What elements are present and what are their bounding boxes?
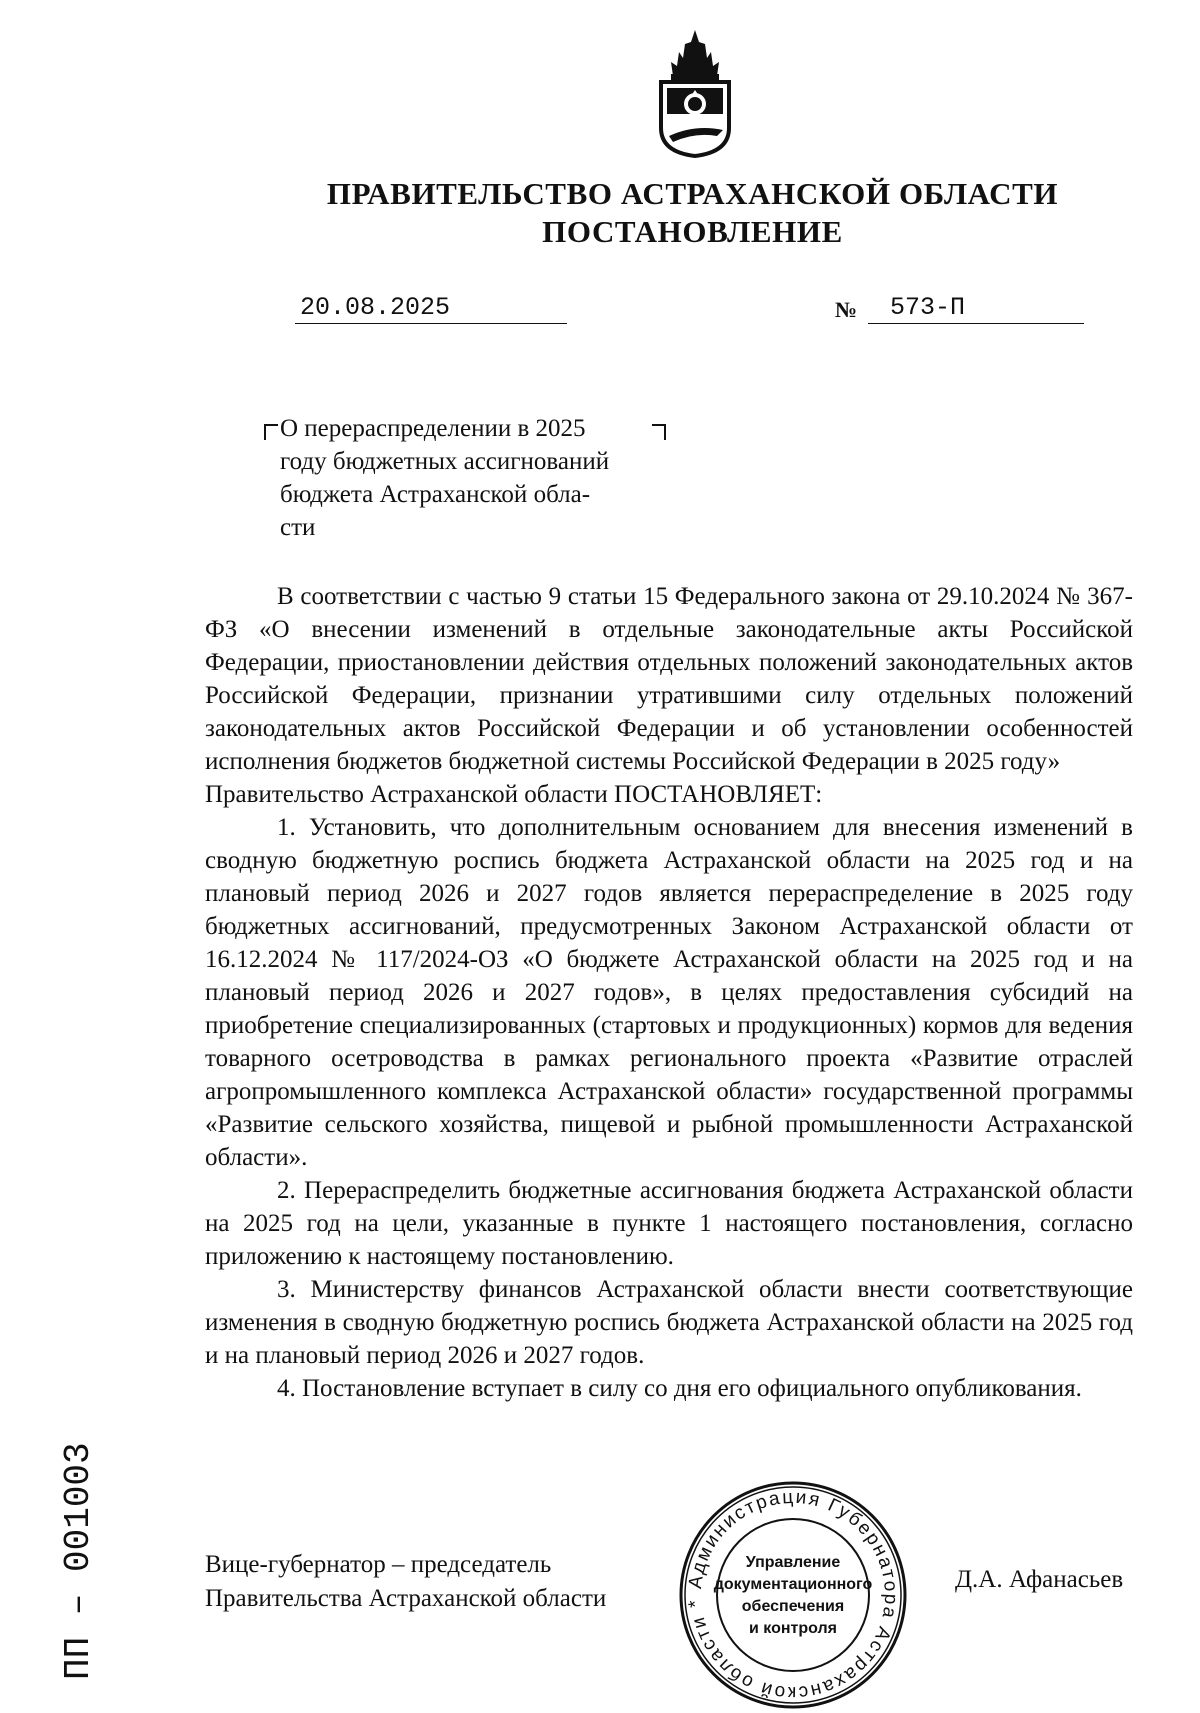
- subject-line: сти: [280, 514, 316, 541]
- side-code-text: ПП – 001003: [58, 1442, 99, 1680]
- document-body: [205, 580, 1133, 1405]
- signatory-name: Д.А. Афанасьев: [955, 1566, 1124, 1593]
- subject-line: О перераспределении в 2025: [280, 415, 586, 442]
- org-title: ПРАВИТЕЛЬСТВО АСТРАХАНСКОЙ ОБЛАСТИ: [326, 176, 1059, 211]
- signatory-position-line: Правительства Астраханской области: [205, 1585, 607, 1612]
- subject-line: году бюджетных ассигнований: [280, 448, 610, 475]
- document-subject: [280, 412, 642, 544]
- subject-corner-right: [652, 424, 666, 440]
- stamp-center-line: документационного: [713, 1576, 873, 1593]
- stamp-center-line: обеспечения: [741, 1598, 845, 1615]
- official-stamp: [676, 1478, 910, 1712]
- side-registration-code: [30, 1375, 110, 1685]
- stamp-ring-text: Администрация Губернатора Астраханской области *: [684, 1486, 902, 1704]
- subject-line: бюджета Астраханской обла-: [280, 481, 591, 508]
- resolves-paragraph: Правительство Астраханской области ПОСТАНОВЛЯЕТ:: [205, 781, 823, 808]
- document-date: 20.08.2025: [300, 293, 451, 322]
- coat-of-arms-icon: [655, 28, 735, 158]
- stamp-center-line: и контроля: [749, 1620, 837, 1637]
- clause-2: 2. Перераспределить бюджетные ассигнования бюджета Астраханской области на 2025 год на цели, указанные в пункте 1 настоящего постановления, согласно приложению к настоящему постановлению.: [205, 1177, 1133, 1270]
- number-sign: №: [835, 297, 858, 322]
- clause-4: 4. Постановление вступает в силу со дня его официального опубликования.: [277, 1375, 1082, 1402]
- subject-corner-left: [264, 424, 278, 440]
- document-number: 573-П: [890, 293, 966, 322]
- clause-3: 3. Министерству финансов Астраханской области внести соответствующие изменения в сводную бюджетную роспись бюджета Астраханской области на 2025 год и на плановый период 2026 и 2027 годов.: [205, 1276, 1133, 1369]
- signatory-position: [205, 1548, 606, 1616]
- preamble-paragraph: В соответствии с частью 9 статьи 15 Федерального закона от 29.10.2024 № 367-ФЗ «О внесении изменений в отдельные законодательные акты Российской Федерации, приостановлении действия отдельных положений законодательных актов Российской Федерации, признании утратившими силу отдельных положений законодательных актов Российской Федерации и об установлении особенностей исполнения бюджетов бюджетной системы Российской Федерации в 2025 году»: [205, 583, 1133, 775]
- clause-1: 1. Установить, что дополнительным основанием для внесения изменений в сводную бюджетную роспись бюджета Астраханской области на 2025 год и на плановый период 2026 и 2027 годов является перераспределение в 2025 году бюджетных ассигнований, предусмотренных Законом Астраханской области от 16.12.2024 № 117/2024-ОЗ «О бюджете Астраханской области на 2025 год и на плановый период 2026 и 2027 годов», в целях предоставления субсидий на приобретение специализированных (стартовых и продукционных) кормов для ведения товарного осетроводства в рамках регионального проекта «Развитие отраслей агропромышленного комплекса Астраханской области» государственной программы «Развитие сельского хозяйства, пищевой и рыбной промышленности Астраханской области».: [205, 814, 1133, 1171]
- doc-type-title: ПОСТАНОВЛЕНИЕ: [542, 214, 843, 249]
- stamp-center-line: Управление: [745, 1554, 841, 1571]
- signatory-position-line: Вице-губернатор – председатель: [205, 1551, 552, 1578]
